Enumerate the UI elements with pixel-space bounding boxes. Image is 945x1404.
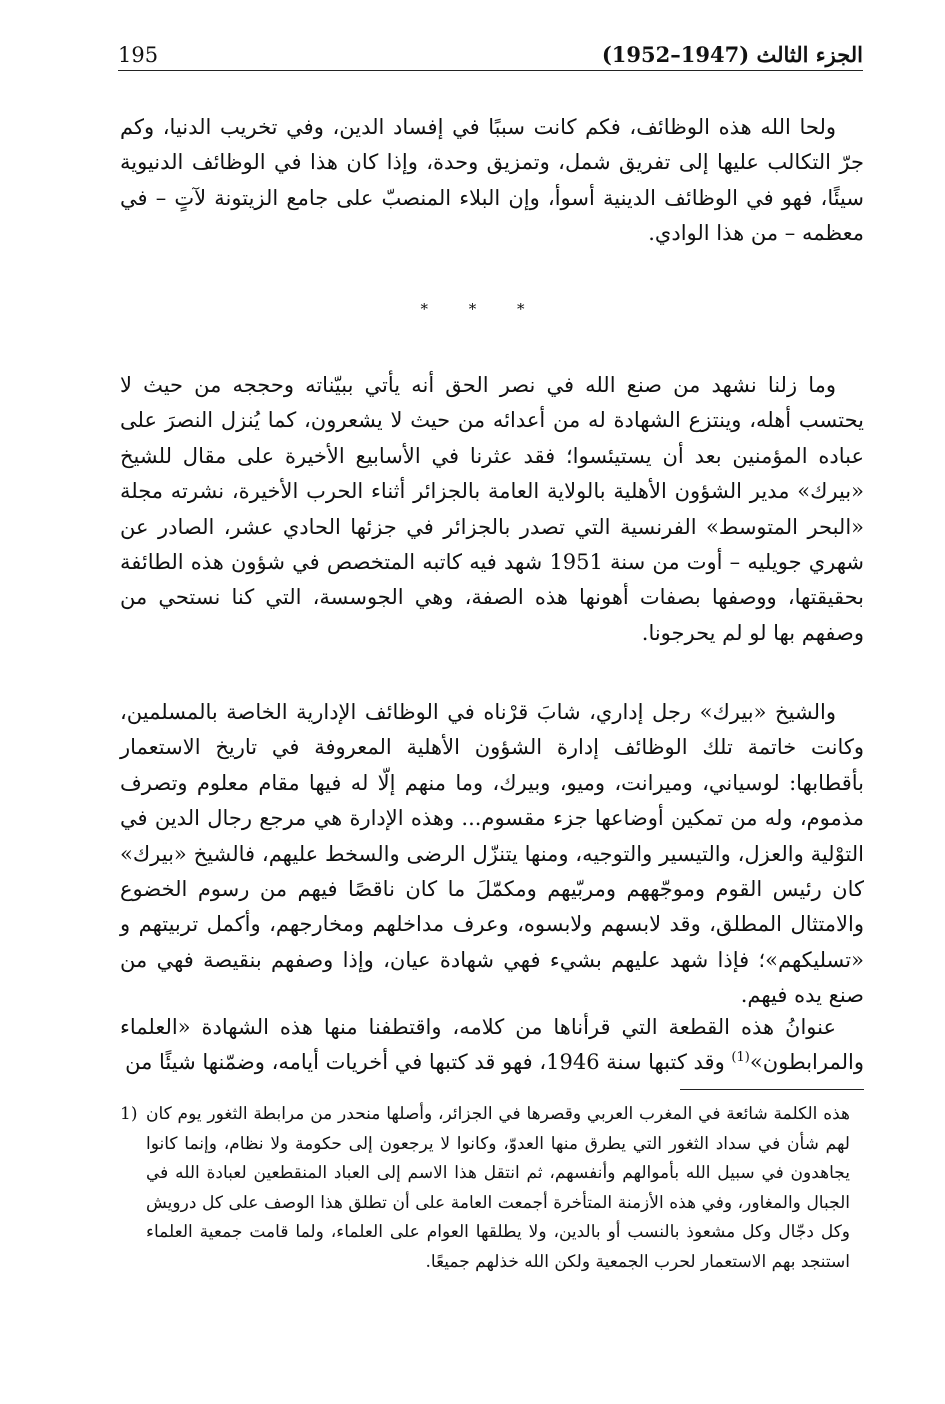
- footnote-number: 1): [120, 1104, 138, 1124]
- footnote-reference[interactable]: (1): [731, 1050, 750, 1066]
- header-rule: [118, 70, 863, 71]
- paragraph-text-start: عنوانُ هذه القطعة التي قرأناها من كلامه، واقتطفنا منها هذه الشهادة «العلماء والمرابطون»: [120, 1015, 864, 1075]
- paragraph-block-2: [120, 368, 864, 651]
- paragraph: والشيخ «بيرك» رجل إداري، شابَ قرْناه في الوظائف الإدارية الخاصة بالمسلمين، وكانت خاتمة تلك الوظائف إدارة الشؤون الأهلية المعروفة في تاريخ الاستعمار بأقطابها: لوسياني، وميرانت، وميو، وبيرك، وما منهم إلّا له فيها مقام معلوم وتصرف مذموم، وله من تمكين أوضاعها جزء مقسوم... وهذه الإدارة هي مرجع رجال الدين في التوْلية والعزل، والتيسير والتوجيه، ومنها يتنزّل الرضى والسخط عليهم، فالشيخ «بيرك» كان رئيس القوم وموجّههم ومربّيهم ومكمّلَ ما كان ناقصًا فيهم من رسوم الخضوع والامتثال المطلق، وقد لابسهم ولابسوه، وعرف مداخلهم ومخارجهم، وأكمل تربيتهم و «تسليكهم»؛ فإذا شهد عليهم بشيء فهي شهادة عيان، وإذا وصفهم بنقيصة فهي من صنع يده فيهم.: [120, 700, 864, 1008]
- page-number: 195: [118, 43, 159, 67]
- paragraph: [120, 1010, 864, 1081]
- paragraph: وما زلنا نشهد من صنع الله في نصر الحق أنه يأتي ببيّناته وحججه من حيث لا يحتسب أهله، وينتزع الشهادة له من أعدائه من حيث لا يشعرون، كما يُنزل النصرَ على عباده المؤمنين بعد أن يستيئسوا؛ فقد عثرنا في الأسابيع الأخيرة على مقال للشيخ «بيرك» مدير الشؤون الأهلية بالولاية العامة بالجزائر أثناء الحرب الأخيرة، نشرته مجلة «البحر المتوسط» الفرنسية التي تصدر بالجزائر في جزئها الحادي عشر، الصادر عن شهري جويليه – أوت من سنة 1951 شهد فيه كاتبه المتخصص في شؤون هذه الطائفة بحقيقتها، ووصفها بصفات أهونها هذه الصفة، وهي الجوسسة، التي كنا نستحي من وصفهم بها لو لم يحرجونا.: [120, 373, 865, 645]
- paragraph-block-3: [120, 695, 864, 1014]
- running-title: الجزء الثالث (1947–1952): [601, 42, 863, 67]
- section-ornament: * * *: [420, 300, 543, 318]
- footnote: [120, 1100, 864, 1278]
- paragraph: ولحا الله هذه الوظائف، فكم كانت سببًا في إفساد الدين، وفي تخريب الدنيا، وكم جرّ التكالب عليها إلى تفريق شمل، وتمزيق وحدة، وإذا كان هذا في الوظائف الدنيوية سيئًا، فهو في الوظائف الدينية أسوأ، وإن البلاء المنصبّ على جامع الزيتونة لآتٍ – في معظمه – من هذا الوادي.: [120, 115, 864, 246]
- page-header: [118, 32, 863, 68]
- footnote-text: هذه الكلمة شائعة في المغرب العربي وقصرها في الجزائر، وأصلها منحدر من مرابطة الثغور يوم كان لهم شأن في سداد الثغور التي يطرق منها العدوّ، وكانوا لا يرجعون إلى حكومة ولا نظام، وإنما كانوا يجاهدون في سبيل الله بأموالهم وأنفسهم، ثم انتقل هذا الاسم إلى العباد المنقطعين لعبادة الله في الجبال والمغاور، وفي هذه الأزمنة المتأخرة أجمعت العامة على أن تطلق هذا الوصف على كل درويش وكل دجّال وكل مشعوذ بالنسب أو بالدين، ولا يطلقها العوام على العلماء، ولما قامت جمعية العلماء استنجد بهم الاستعمار لحرب الجمعية ولكن الله خذلهم جميعًا.: [146, 1104, 850, 1272]
- paragraph-block-1: [120, 110, 864, 252]
- paragraph-text-end: وقد كتبها سنة 1946، فهو قد كتبها في أخريات أيامه، وضمّنها شيئًا من: [125, 1050, 732, 1075]
- paragraph-block-4: [120, 1010, 864, 1081]
- footnote-rule: [680, 1089, 864, 1090]
